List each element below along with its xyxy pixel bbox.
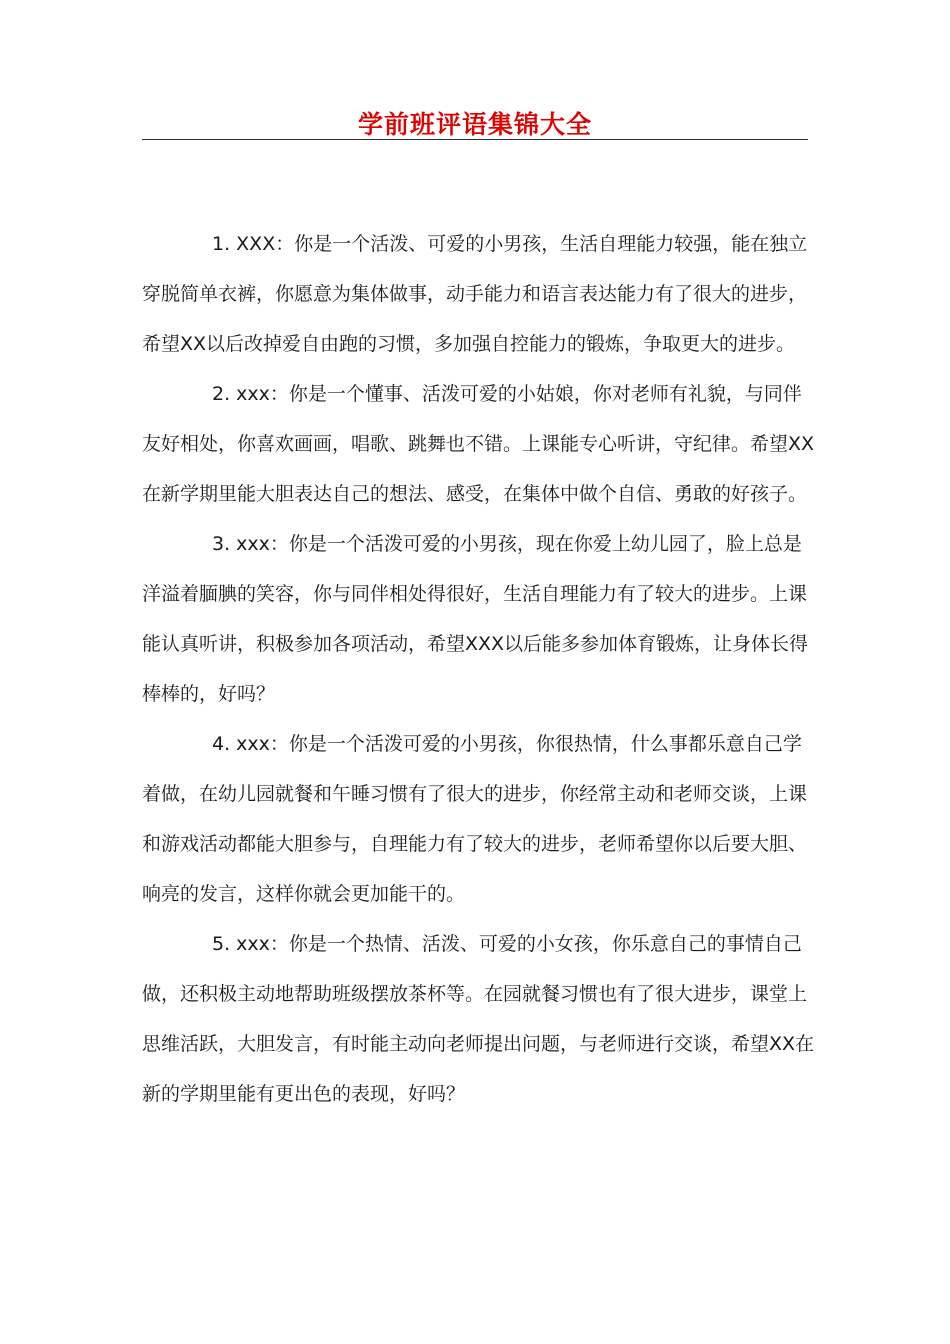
comment-paragraph-5: 5. xxx：你是一个热情、活泼、可爱的小女孩，你乐意自己的事情自己做，还积极主动地帮助班级摆放茶杯等。在园就餐习惯也有了很大进步，课堂上思维活跃，大胆发言，有时能主动向老师提出问题，与老师进行交谈，希望XX在新的学期里能有更出色的表现，好吗？ xyxy=(142,933,815,1105)
comment-paragraph-3: 3. xxx：你是一个活泼可爱的小男孩，现在你爱上幼儿园了，脸上总是洋溢着腼腆的笑容，你与同伴相处得很好，生活自理能力有了较大的进步。上课能认真听讲，积极参加各项活动，希望XXX以后能多参加体育锻炼，让身体长得棒棒的，好吗？ xyxy=(142,533,809,705)
comment-paragraph-4: 4. xxx：你是一个活泼可爱的小男孩，你很热情，什么事都乐意自己学着做，在幼儿园就餐和午睡习惯有了很大的进步，你经常主动和老师交谈，上课和游戏活动都能大胆参与，自理能力有了较大的进步，老师希望你以后要大胆、响亮的发言，这样你就会更加能干的。 xyxy=(142,733,808,905)
comment-paragraph-1: 1. XXX：你是一个活泼、可爱的小男孩，生活自理能力较强，能在独立穿脱简单衣裤，你愿意为集体做事，动手能力和语言表达能力有了很大的进步，希望XX以后改掉爱自由跑的习惯，多加强自控能力的锻炼，争取更大的进步。 xyxy=(142,233,808,355)
document-title: 学前班评语集锦大全 xyxy=(357,110,592,139)
comment-paragraph-2: 2. xxx：你是一个懂事、活泼可爱的小姑娘，你对老师有礼貌，与同伴友好相处，你喜欢画画，唱歌、跳舞也不错。上课能专心听讲，守纪律。希望XX在新学期里能大胆表达自己的想法、感受，在集体中做个自信、勇敢的好孩子。 xyxy=(142,383,815,505)
document-body xyxy=(142,219,820,1119)
title-underline xyxy=(142,139,808,140)
